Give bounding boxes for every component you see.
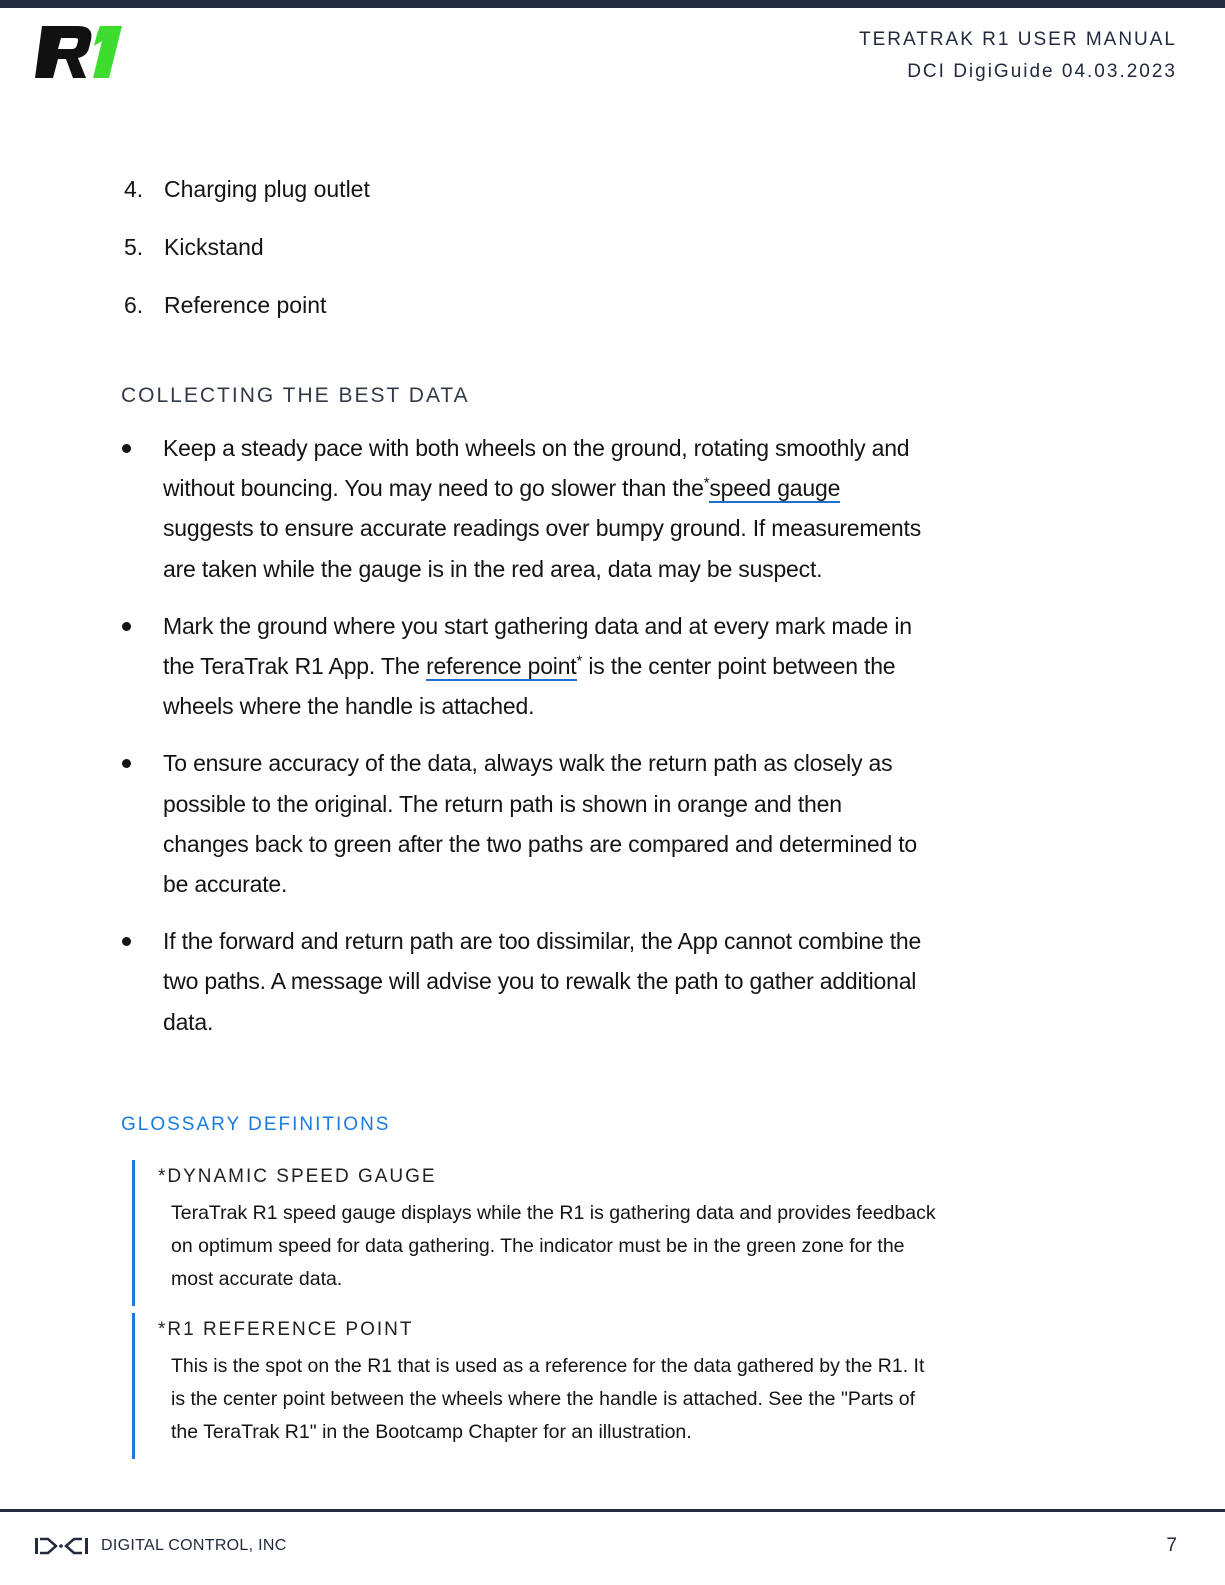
glossary-asterisk: * (576, 652, 583, 670)
footer-company-name: DIGITAL CONTROL, INC (101, 1537, 287, 1554)
glossary-definition-speed-gauge (132, 1160, 941, 1306)
item-number: 5. (124, 234, 144, 260)
list-item (124, 168, 370, 226)
list-item (124, 284, 370, 342)
item-label: Kickstand (164, 234, 264, 260)
definition-title: *DYNAMIC SPEED GAUGE (158, 1166, 437, 1187)
bullet-text: Mark the ground where you start gathering data and at every mark made in the TeraTrak R1 App. The (163, 612, 912, 680)
bullet-item (122, 428, 922, 589)
glossary-asterisk: * (703, 474, 710, 492)
manual-title: TERATRAK R1 USER MANUAL (858, 29, 1177, 50)
bullet-text: If the forward and return path are too dissimilar, the App cannot combine the two paths. A message will advise you to rewalk the path to gather additional data. (163, 928, 922, 1035)
bullet-item (122, 743, 922, 904)
section-heading-collecting: COLLECTING THE BEST DATA (121, 384, 470, 407)
item-number: 4. (124, 176, 144, 202)
bullet-text: is the center point between the wheels where the handle is attached. (163, 653, 896, 720)
bullet-text: Keep a steady pace with both wheels on the ground, rotating smoothly and without bouncing. You may need to go slower than the (163, 435, 910, 502)
glossary-heading: GLOSSARY DEFINITIONS (121, 1114, 391, 1135)
item-label: Reference point (164, 292, 327, 318)
bullet-item (122, 606, 922, 727)
item-label: Charging plug outlet (164, 176, 370, 202)
page-number: 7 (1166, 1535, 1177, 1556)
glossary-definition-reference-point (132, 1313, 941, 1459)
parts-list (124, 168, 370, 342)
best-data-bullets (122, 428, 922, 1059)
reference-point-link[interactable]: reference point (426, 653, 577, 680)
document-header (859, 24, 1177, 88)
dci-logo-icon (34, 1536, 90, 1556)
item-number: 6. (124, 292, 144, 318)
guide-version: DCI DigiGuide 04.03.2023 (907, 61, 1177, 82)
r1-logo (34, 24, 124, 80)
definition-title: *R1 REFERENCE POINT (158, 1319, 414, 1340)
bullet-item (122, 921, 922, 1042)
list-item (124, 226, 370, 284)
bullet-text: To ensure accuracy of the data, always walk the return path as closely as possible to the original. The return path is shown in orange and then changes back to green after the two paths are compared and determined to be accurate. (163, 750, 918, 898)
definition-body: This is the spot on the R1 that is used as a reference for the data gathered by the R1. It is the center point between the wheels where the handle is attached. See the "Parts of the TeraTrak R1" in the Bootcamp Chapter for an illustration. (171, 1355, 925, 1443)
definition-body: TeraTrak R1 speed gauge displays while the R1 is gathering data and provides feedback on optimum speed for data gathering. The indicator must be in the green zone for the most accurate data. (171, 1202, 936, 1290)
footer-rule (0, 1509, 1225, 1512)
bullet-text: suggests to ensure accurate readings over bumpy ground. If measurements are taken while the gauge is in the red area, data may be suspect. (163, 515, 921, 582)
speed-gauge-link[interactable]: speed gauge (709, 475, 841, 502)
top-bar (0, 0, 1225, 8)
